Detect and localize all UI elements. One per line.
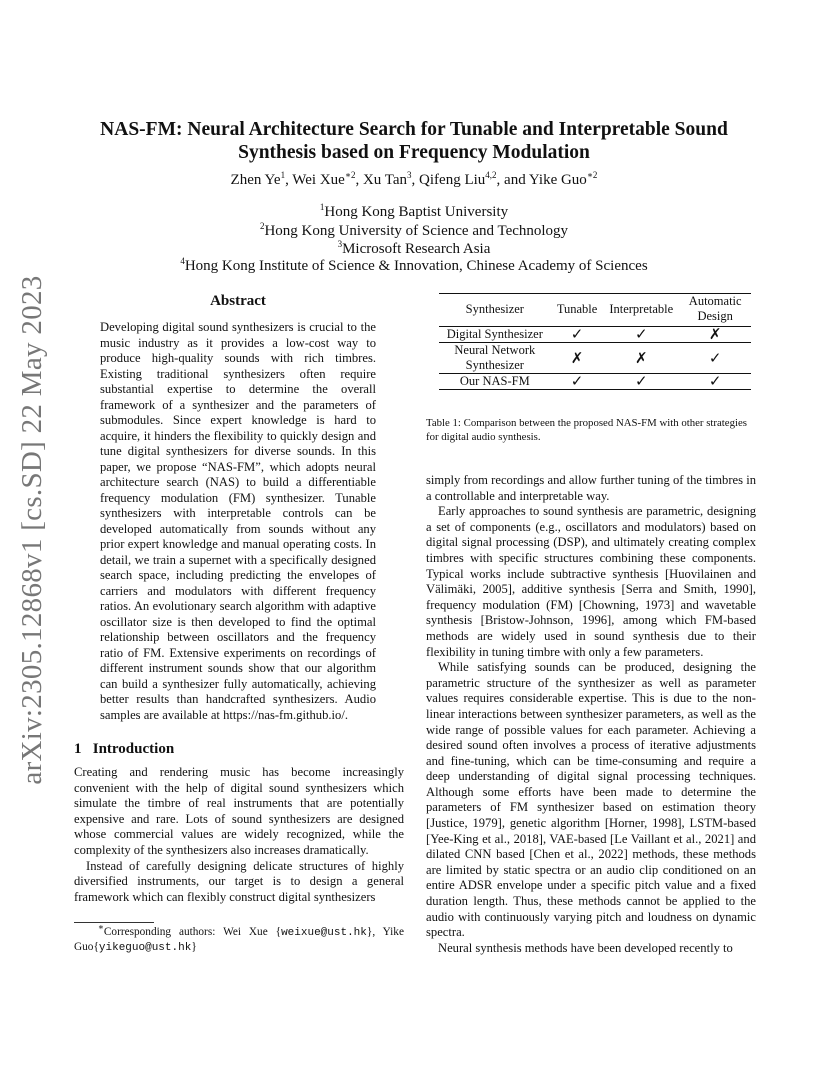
paragraph: Early approaches to sound synthesis are parametric, designing a set of components (e.g., oscillators and modulators) based on digital signal processing (DSP), and ultimately creating complex timbres with specific structures combining these components. Typical works include subtractive synthesis [Huovilainen and Välimäki, 2005], additive synthesis [Serra and Smith, 1990], frequency modulation (FM) [Chowning, 1973] and wavetable synthesis [Bristow-Johnson, 1996], among which FM-based methods are widely used in sound synthesis due to their flexibility in tuning timbre with only a few parameters. — [426, 504, 756, 659]
comparison-table — [439, 293, 751, 390]
affiliation-sup: 1 — [319, 202, 325, 212]
affiliation — [80, 203, 748, 221]
table-row — [439, 374, 751, 390]
footnote-text: }, Yike Guo{ — [74, 926, 404, 953]
paper-title: NAS-FM: Neural Architecture Search for Tunable and Interpretable Sound Synthesis based on Frequency Modulation — [100, 119, 728, 163]
paragraph: Instead of carefully designing delicate structures of highly diversified instruments, our target is to design a general framework which can flexibly construct digital synthesizers — [74, 858, 404, 904]
abstract-body: Developing digital sound synthesizers is crucial to the music industry as it provides a low-cost way to produce high-quality sounds with rich timbres. Existing traditional synthesizers often require substantial expertise to determine the overall framework of a synthesizer and the parameters of submodules. Since expert knowledge is hard to acquire, it hinders the flexibility to quickly design and tune digital synthesizers for diverse sounds. In this paper, we propose “NAS-FM”, which adopts neural architecture search (NAS) to build a differentiable frequency modulation (FM) synthesizer. Tunable synthesizers with interpretable controls can be developed automatically from sounds without any prior expert knowledge and manual operating costs. In detail, we train a supernet with a specifically designed search space, including predicting the envelopes of carriers and modulators with different frequency ratios. An evolutionary search algorithm with adaptive oscillator size is then developed to find the optimal relationship between oscillators and the frequency ratio of FM. Extensive experiments on recordings of different instrument sounds show that our algorithm can build a synthesizer fully automatically, achieving better results than handcrafted synthesizers. Audio samples are available at https://nas-fm.github.io/. — [100, 320, 376, 722]
intro-body — [74, 765, 404, 905]
affiliation-sup: 3 — [337, 239, 343, 249]
affiliation — [80, 222, 748, 240]
author-sup: 3 — [407, 170, 412, 180]
right-column-body — [426, 473, 756, 956]
author-sup: ∗2 — [344, 170, 356, 180]
table-header: Automatic Design — [679, 294, 751, 327]
affiliation-text: Microsoft Research Asia — [342, 241, 491, 257]
cross-icon: ✗ — [603, 343, 679, 374]
paragraph: simply from recordings and allow further tuning of the timbres in a controllable and interpretable way. — [426, 473, 756, 503]
affiliation-text: Hong Kong University of Science and Technology — [264, 223, 569, 239]
affiliation-sup: 2 — [259, 221, 265, 231]
table-row — [439, 343, 751, 374]
comparison-table-wrapper — [430, 293, 760, 390]
affiliation-sup: 4 — [180, 256, 185, 266]
table-cell: Neural Network Synthesizer — [439, 343, 551, 374]
author-name: Qifeng Liu — [419, 172, 486, 188]
section-number: 1 — [74, 741, 82, 757]
cross-icon: ✗ — [679, 327, 751, 343]
email-link[interactable]: weixue@ust.hk — [281, 927, 367, 939]
email-link[interactable]: yikeguo@ust.hk — [98, 942, 192, 954]
affiliation-text: Hong Kong Institute of Science & Innovation, Chinese Academy of Sciences — [184, 258, 648, 274]
footnote-marker: ∗ — [97, 922, 104, 933]
table-header: Interpretable — [603, 294, 679, 327]
table-cell: Our NAS-FM — [439, 374, 551, 390]
author-name: Yike Guo — [528, 172, 587, 188]
paragraph: Neural synthesis methods have been developed recently to — [438, 940, 733, 955]
paragraph: Creating and rendering music has become increasingly convenient with the help of digital sound synthesizers which simulate the timbre of real instruments that are potentially expensive and rare. Lots of sound synthesizers are designed whose commercial values are widely recognized, while the complexity of the synthesizers also increases dramatically. — [74, 765, 404, 857]
check-icon: ✓ — [679, 374, 751, 390]
check-icon: ✓ — [679, 343, 751, 374]
footnote-text: Corresponding authors: Wei Xue { — [103, 926, 282, 938]
cross-icon: ✗ — [551, 343, 604, 374]
author-name: Wei Xue — [292, 172, 345, 188]
author-list: Zhen Ye$^1$, Wei Xue$^{∗2}$, Xu Tan$^3$, Qifeng Liu$^{4,2}$, and Yike Guo$^{∗2}$ — [230, 170, 598, 188]
paragraph: While satisfying sounds can be produced, designing the parametric structure of the synthesizer as well as parameter values requires considerable expertise. This is due to the non-linear interactions between synthesizer parameters, as well as the wide range of possible values for each parameter. Achieving a desired sound often involves a process of iterative adjustments and fine-tuning, which can be time-consuming and require a deep understanding of digital signal processing techniques. Although some efforts have been made to determine the parameters of FM synthesizer based on estimation theory [Justice, 1979], genetic algorithm [Horner, 1998], LSTM-based [Yee-King et al., 2018], VAE-based [Le Vaillant et al., 2021] and dilated CNN based [Chen et al., 2022] methods, these methods are limited by static spectra or an audio clip conditioned on an entire ADSR envelope under a specific pitch value and a fixed duration length. Thus, these methods cannot be applied to the audio with continuously varying pitch and loudness on dynamic spectra. — [426, 660, 756, 940]
affiliation-text: Hong Kong Baptist University — [324, 204, 509, 220]
affiliation — [80, 257, 748, 275]
section-title: Introduction — [92, 741, 175, 757]
table-header: Tunable — [551, 294, 604, 327]
table-cell: Digital Synthesizer — [439, 327, 551, 343]
author-sup: 4,2 — [485, 170, 497, 180]
author-name: Xu Tan — [362, 172, 408, 188]
footnote — [74, 922, 404, 955]
check-icon: ✓ — [603, 374, 679, 390]
footnote-text: } — [191, 941, 197, 953]
author-name: Zhen Ye — [230, 172, 281, 188]
author-sup: 1 — [280, 170, 286, 180]
check-icon: ✓ — [551, 327, 604, 343]
footnote-rule — [74, 922, 154, 923]
table-caption: Table 1: Comparison between the proposed NAS-FM with other strategies for digital audio synthesis. — [426, 417, 747, 443]
table-row — [439, 327, 751, 343]
author-sup: ∗2 — [586, 170, 598, 180]
check-icon: ✓ — [603, 327, 679, 343]
arxiv-identifier: arXiv:2305.12868v1 [cs.SD] 22 May 2023 — [16, 275, 48, 785]
section-heading — [74, 741, 404, 758]
check-icon: ✓ — [551, 374, 604, 390]
table-header: Synthesizer — [439, 294, 551, 327]
abstract-heading: Abstract — [210, 293, 266, 309]
